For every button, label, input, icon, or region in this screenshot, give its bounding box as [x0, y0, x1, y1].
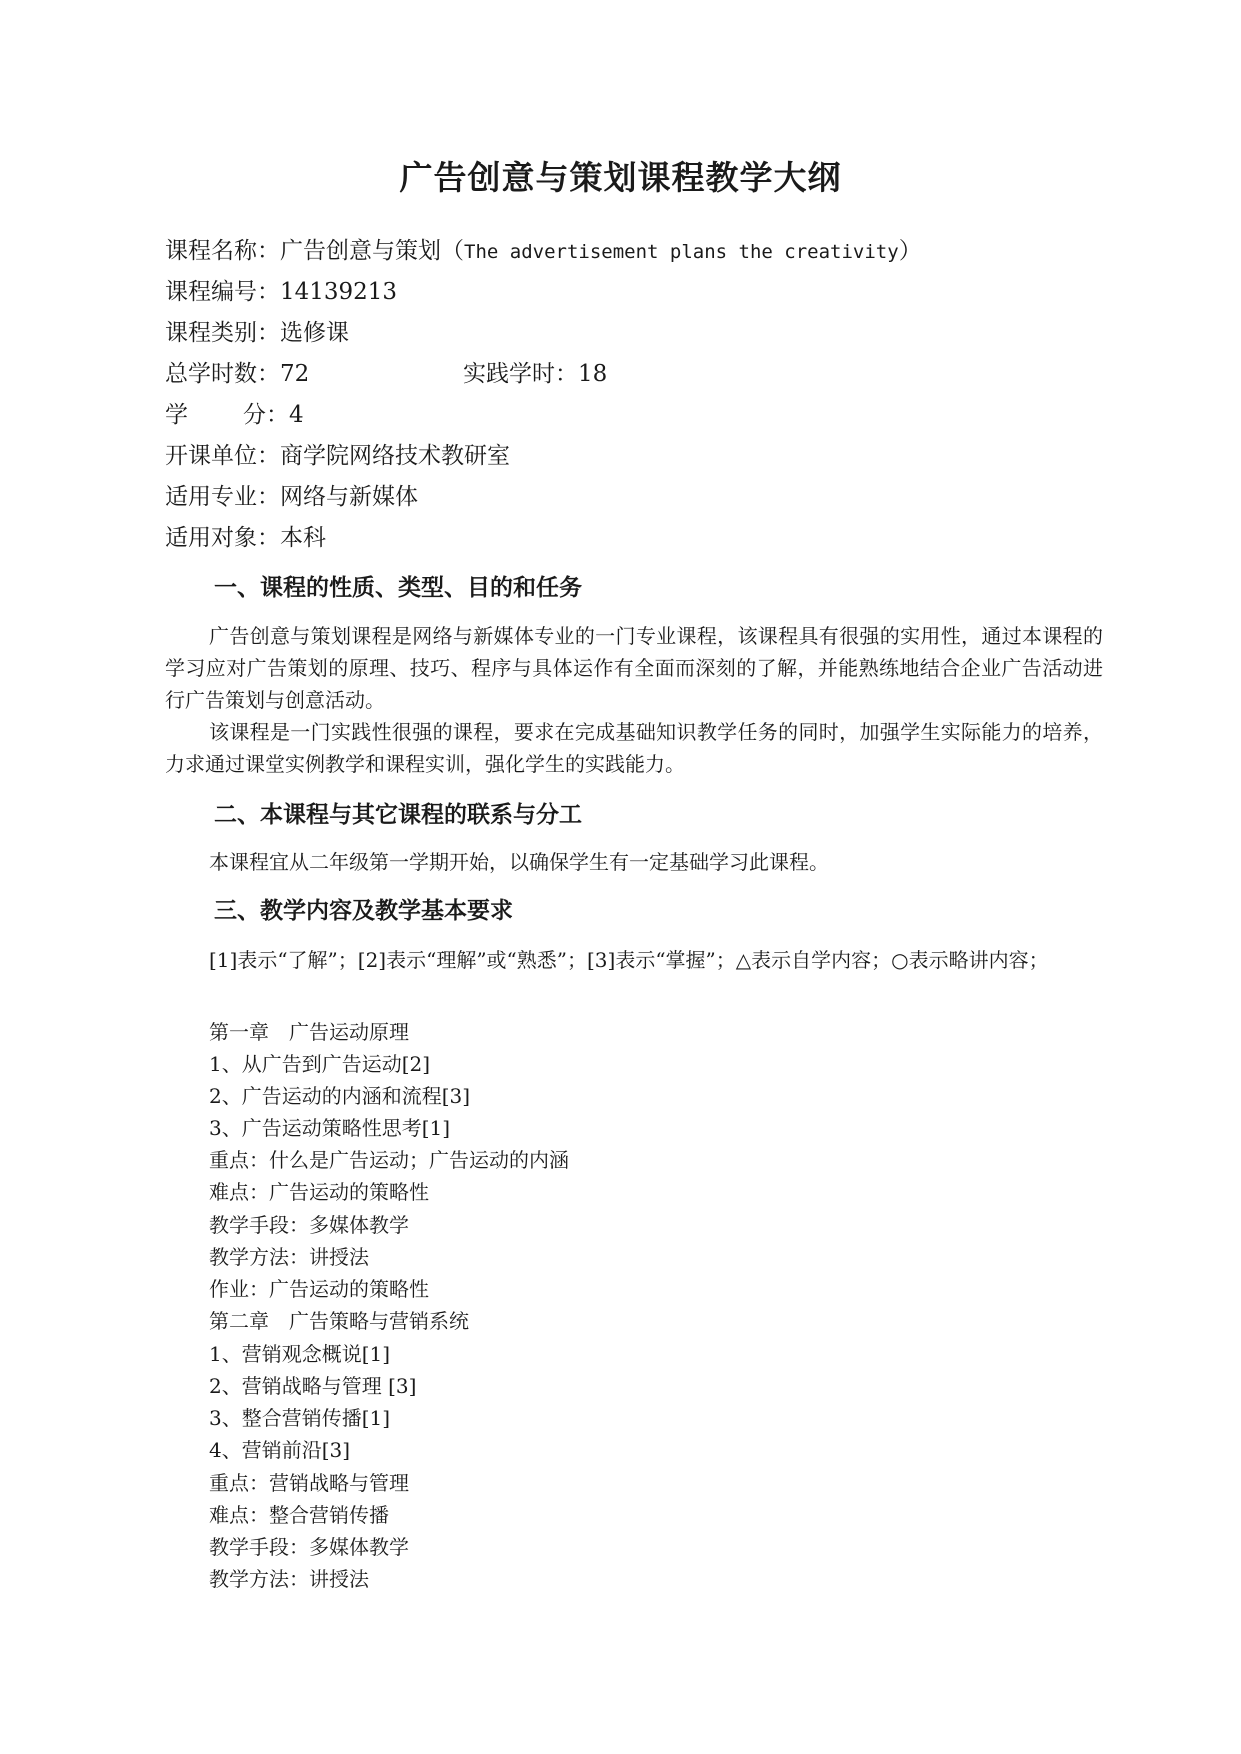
page-title: 广告创意与策划课程教学大纲: [399, 158, 842, 197]
unit-row: [165, 441, 510, 471]
content-item: 教学方法：讲授法: [209, 1245, 369, 1269]
course-type-label: 课程类别：: [165, 320, 280, 346]
content-item: 重点：什么是广告运动；广告运动的内涵: [209, 1148, 569, 1172]
unit-label: 开课单位：: [165, 443, 280, 469]
course-code-label: 课程编号：: [165, 279, 280, 305]
section-2-paragraph: 本课程宜从二年级第一学期开始，以确保学生有一定基础学习此课程。: [209, 850, 829, 874]
credit-row: [165, 400, 304, 430]
credit-label-part2: 分：: [243, 402, 289, 428]
target-row: [165, 523, 326, 553]
practice-hours: [463, 359, 607, 389]
section-2-heading: 二、本课程与其它课程的联系与分工: [214, 802, 582, 828]
credit-label-part1: 学: [165, 402, 188, 428]
content-item: 难点：广告运动的策略性: [209, 1180, 429, 1204]
section-3-legend: [1]表示“了解”；[2]表示“理解”或“熟悉”；[3]表示“掌握”；△表示自学内容；○表示略讲内容；: [209, 948, 1049, 972]
content-item: 1、营销观念概说[1]: [209, 1342, 391, 1366]
course-name-row: [165, 236, 922, 267]
content-item: 1、从广告到广告运动[2]: [209, 1052, 431, 1076]
hours-row: [165, 359, 608, 389]
content-item: 重点：营销战略与管理: [209, 1471, 409, 1495]
course-type-value: 选修课: [280, 320, 349, 346]
content-item: 3、整合营销传播[1]: [209, 1406, 391, 1430]
content-item: 难点：整合营销传播: [209, 1503, 389, 1527]
section-1-heading: 一、课程的性质、类型、目的和任务: [214, 575, 582, 601]
content-item: 第一章 广告运动原理: [209, 1020, 409, 1044]
target-value: 本科: [280, 525, 326, 551]
content-item: 3、广告运动策略性思考[1]: [209, 1116, 451, 1140]
course-name-close-paren: ）: [898, 238, 922, 264]
course-name-label: 课程名称：: [165, 238, 280, 264]
course-code-row: [165, 277, 397, 307]
target-label: 适用对象：: [165, 525, 280, 551]
content-item: 第二章 广告策略与营销系统: [209, 1309, 469, 1333]
course-type-row: [165, 318, 349, 348]
section-1-paragraph-1: 广告创意与策划课程是网络与新媒体专业的一门专业课程，该课程具有很强的实用性，通过本课程的学习应对广告策划的原理、技巧、程序与具体运作有全面而深刻的了解，并能熟练地结合企业广告活动进行广告策划与创意活动。: [165, 624, 1103, 712]
major-row: [165, 482, 418, 512]
course-name-english: The advertisement plans the creativity: [464, 241, 899, 263]
course-name-value: 广告创意与策划（: [280, 238, 464, 264]
course-code-value: 14139213: [280, 279, 398, 305]
total-hours-label: 总学时数：: [165, 361, 280, 387]
practice-hours-value: 18: [578, 361, 608, 387]
content-item: 作业：广告运动的策略性: [209, 1277, 429, 1301]
content-item: 教学方法：讲授法: [209, 1567, 369, 1591]
unit-value: 商学院网络技术教研室: [280, 443, 510, 469]
section-1-paragraph-2: 该课程是一门实践性很强的课程，要求在完成基础知识教学任务的同时，加强学生实际能力的培养，力求通过课堂实例教学和课程实训，强化学生的实践能力。: [165, 720, 1103, 776]
practice-hours-label: 实践学时：: [463, 361, 578, 387]
content-item: 教学手段：多媒体教学: [209, 1213, 409, 1237]
content-item: 4、营销前沿[3]: [209, 1438, 351, 1462]
content-item: 2、广告运动的内涵和流程[3]: [209, 1084, 471, 1108]
content-item: 2、营销战略与管理 [3]: [209, 1374, 417, 1398]
total-hours-value: 72: [280, 361, 310, 387]
major-value: 网络与新媒体: [280, 484, 418, 510]
content-item: 教学手段：多媒体教学: [209, 1535, 409, 1559]
credit-value: 4: [289, 402, 304, 428]
major-label: 适用专业：: [165, 484, 280, 510]
section-3-heading: 三、教学内容及教学基本要求: [214, 898, 513, 924]
